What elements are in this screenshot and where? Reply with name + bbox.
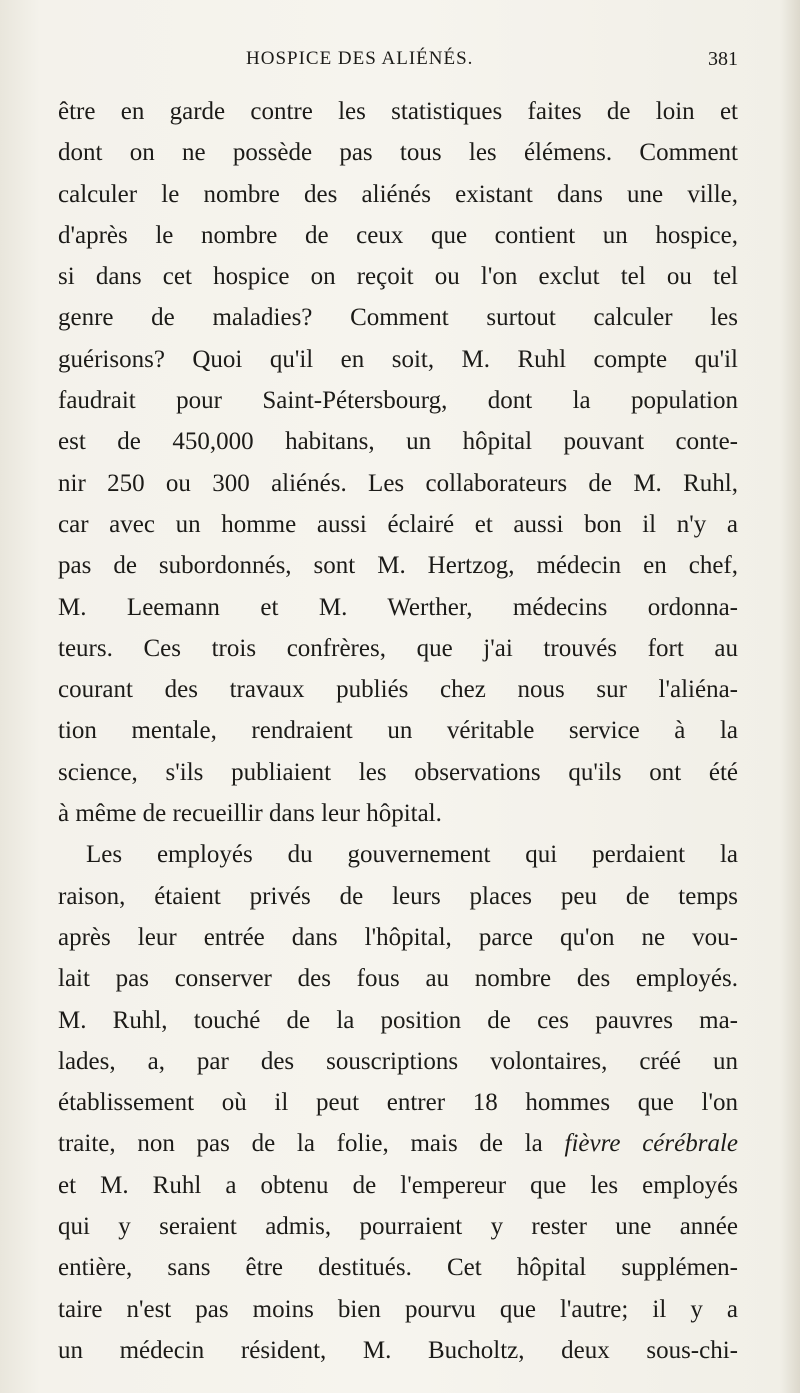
text-line: qui y seraient admis, pourraient y rester une année — [58, 1213, 738, 1241]
text-segment: traite, non pas de la folie, mais de la — [58, 1130, 543, 1158]
text-line: raison, étaient privés de leurs places peu de temps — [58, 882, 738, 910]
text-line: lades, a, par des souscriptions volontaires, créé un — [58, 1047, 738, 1075]
text-line: après leur entrée dans l'hôpital, parce qu'on ne vou- — [58, 923, 738, 951]
text-line: guérisons? Quoi qu'il en soit, M. Ruhl compte qu'il — [58, 345, 738, 373]
text-line: calculer le nombre des aliénés existant dans une ville, — [58, 180, 738, 208]
text-line: teurs. Ces trois confrères, que j'ai trouvés fort au — [58, 634, 738, 662]
text-line: un médecin résident, M. Bucholtz, deux sous-chi- — [58, 1336, 738, 1364]
text-line: entière, sans être destitués. Cet hôpital supplémen- — [58, 1254, 738, 1282]
italic-phrase: fièvre cérébrale — [564, 1130, 738, 1158]
text-line — [58, 1123, 738, 1164]
text-line: d'après le nombre de ceux que contient un hospice, — [58, 221, 738, 249]
text-line: car avec un homme aussi éclairé et aussi bon il n'y a — [58, 510, 738, 538]
text-line: genre de maladies? Comment surtout calculer les — [58, 304, 738, 332]
text-line: dont on ne possède pas tous les élémens. Comment — [58, 139, 738, 167]
text-line: tion mentale, rendraient un véritable service à la — [58, 717, 738, 745]
text-line: science, s'ils publiaient les observations qu'ils ont été — [58, 758, 738, 786]
text-line: à même de recueillir dans leur hôpital. — [58, 800, 442, 828]
text-line: lait pas conserver des fous au nombre des employés. — [58, 965, 738, 993]
text-line: pas de subordonnés, sont M. Hertzog, médecin en chef, — [58, 552, 738, 580]
text-line: être en garde contre les statistiques faites de loin et — [58, 98, 738, 125]
text-line: établissement où il peut entrer 18 hommes que l'on — [58, 1089, 738, 1117]
text-line: si dans cet hospice on reçoit ou l'on exclut tel ou tel — [58, 263, 738, 291]
text-line: courant des travaux publiés chez nous sur l'aliéna- — [58, 676, 738, 704]
page-header — [58, 44, 738, 80]
page-number: 381 — [708, 48, 738, 70]
text-line: Les employés du gouvernement qui perdaient la — [86, 841, 738, 869]
text-line: faudrait pour Saint-Pétersbourg, dont la population — [58, 387, 738, 415]
text-line: est de 450,000 habitans, un hôpital pouvant conte- — [58, 428, 738, 456]
text-line: et M. Ruhl a obtenu de l'empereur que les employés — [58, 1171, 738, 1199]
body-text — [58, 91, 738, 1371]
text-line: nir 250 ou 300 aliénés. Les collaborateurs de M. Ruhl, — [58, 469, 738, 497]
running-title: HOSPICE DES ALIÉNÉS. — [246, 48, 474, 69]
text-line: M. Ruhl, touché de la position de ces pauvres ma- — [58, 1006, 738, 1034]
text-line: taire n'est pas moins bien pourvu que l'autre; il y a — [58, 1295, 738, 1323]
text-line: M. Leemann et M. Werther, médecins ordonna- — [58, 593, 738, 621]
